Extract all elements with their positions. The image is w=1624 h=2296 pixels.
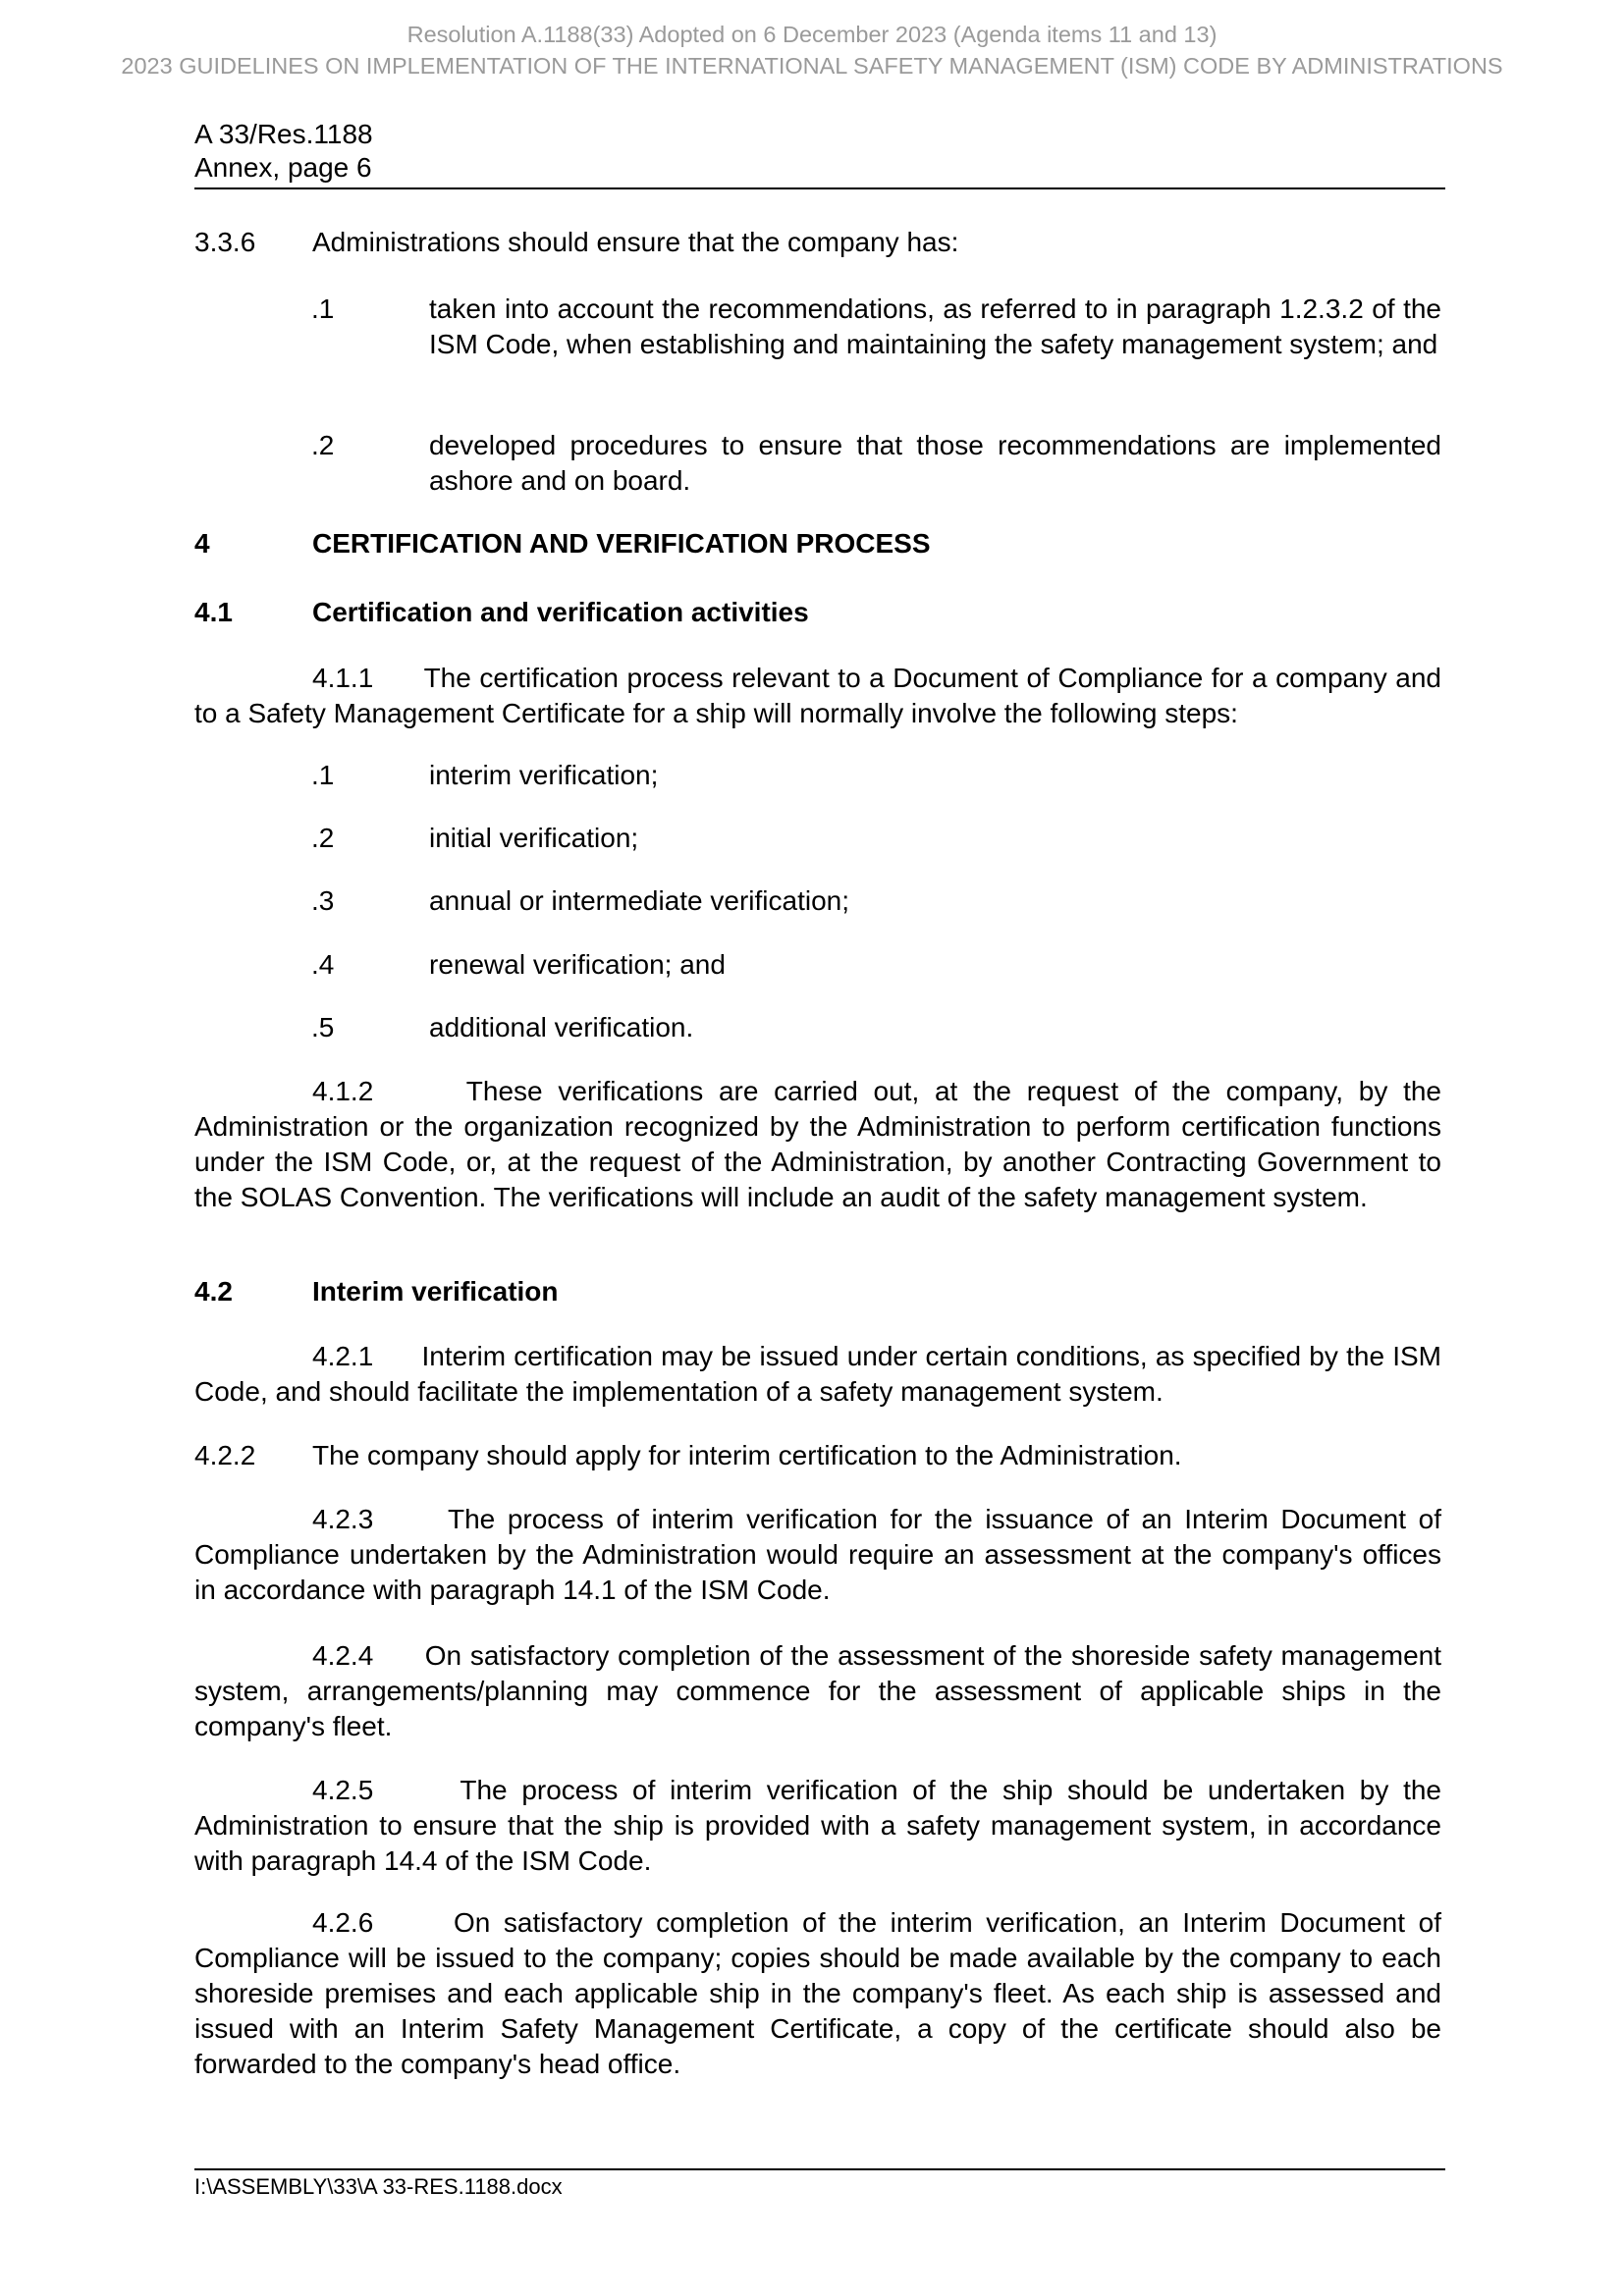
list-item-text: taken into account the recommendations, as referred to in paragraph 1.2.3.2 of the ISM Code, when establishing and maintaining the safety management system; and (429, 294, 1441, 359)
list-item-number: .1 (311, 760, 335, 790)
section-number: 4 (194, 528, 210, 559)
list-item-number: .3 (311, 885, 335, 916)
paragraph-number: 3.3.6 (194, 227, 256, 257)
paragraph-4-2-6: 4.2.6 On satisfactory completion of the interim verification, an Interim Document of Compliance will be issued to the company; copies should be made available by the company to each shoreside premises and each applicable ship in the company's fleet. As each ship is assessed and issued with an Interim Safety Management Certificate, a copy of the certificate should also be forwarded to the company's head office. (194, 1907, 1441, 2079)
file-path: I:\ASSEMBLY\33\A 33-RES.1188.docx (194, 2174, 563, 2199)
paragraph-4-2-5: 4.2.5 The process of interim verification of the ship should be undertaken by the Administration to ensure that the ship is provided with a safety management system, in accordance with paragraph 14.4 of the ISM Code. (194, 1775, 1441, 1876)
list-item-text: initial verification; (429, 823, 639, 853)
page-reference: Annex, page 6 (194, 152, 372, 183)
paragraph-4-1-2: 4.1.2 These verifications are carried out, at the request of the company, by the Administration or the organization recognized by the Administration to perform certification functions under the ISM Code, or, at the request of the Administration, by another Contracting Government to the SOLAS Convention. The verifications will include an audit of the safety management system. (194, 1076, 1441, 1212)
paragraph-4-2-4: 4.2.4 On satisfactory completion of the assessment of the shoreside safety management system, arrangements/planning may commence for the assessment of applicable ships in the company's fleet. (194, 1640, 1441, 1741)
paragraph-text: Administrations should ensure that the company has: (312, 227, 959, 257)
subsection-title: Interim verification (312, 1276, 559, 1307)
list-item-number: .2 (311, 823, 335, 853)
list-item-text: developed procedures to ensure that those recommendations are implemented ashore and on board. (429, 430, 1441, 496)
list-item-text: annual or intermediate verification; (429, 885, 850, 916)
list-item-number: .2 (311, 430, 335, 460)
list-item-text: additional verification. (429, 1012, 694, 1042)
header-rule (194, 187, 1445, 189)
footer-rule (194, 2168, 1445, 2170)
paragraph-4-2-3: 4.2.3 The process of interim verification for the issuance of an Interim Document of Compliance undertaken by the Administration would require an assessment at the company's offices in accordance with paragraph 14.1 of the ISM Code. (194, 1504, 1441, 1605)
subsection-number: 4.2 (194, 1276, 233, 1307)
list-item-number: .1 (311, 294, 335, 324)
list-item-text: interim verification; (429, 760, 659, 790)
subsection-number: 4.1 (194, 597, 233, 627)
list-item-number: .4 (311, 949, 335, 980)
paragraph-4-2-1: 4.2.1 Interim certification may be issued under certain conditions, as specified by the ISM Code, and should facilitate the implementation of a safety management system. (194, 1341, 1441, 1407)
list-item-text: renewal verification; and (429, 949, 726, 980)
paragraph-number: 4.2.2 (194, 1440, 256, 1470)
list-item-number: .5 (311, 1012, 335, 1042)
subsection-title: Certification and verification activities (312, 597, 809, 627)
doc-reference: A 33/Res.1188 (194, 119, 373, 149)
watermark-line-1: Resolution A.1188(33) Adopted on 6 December 2023 (Agenda items 11 and 13) (406, 22, 1218, 47)
paragraph-text: The company should apply for interim certification to the Administration. (312, 1440, 1182, 1470)
paragraph-4-1-1: 4.1.1 The certification process relevant to a Document of Compliance for a company and to a Safety Management Certificate for a ship will normally involve the following steps: (194, 663, 1441, 728)
watermark-line-2: 2023 GUIDELINES ON IMPLEMENTATION OF THE INTERNATIONAL SAFETY MANAGEMENT (ISM) CODE BY ADMINISTRATIONS (121, 53, 1503, 79)
section-title: CERTIFICATION AND VERIFICATION PROCESS (312, 528, 931, 559)
